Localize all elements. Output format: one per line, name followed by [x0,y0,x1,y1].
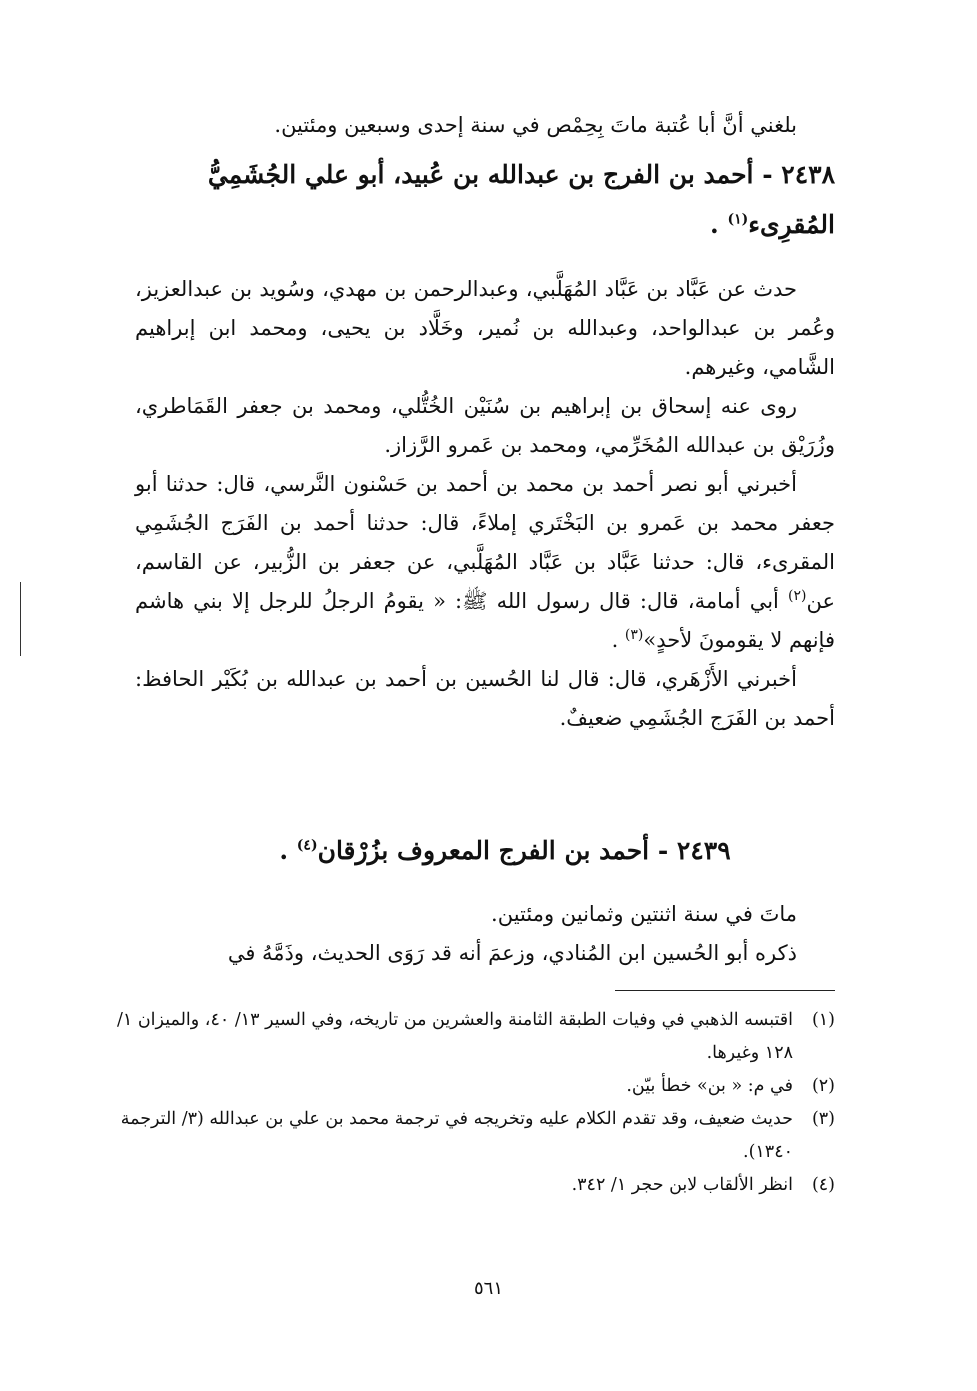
footnote-number: (١) [811,1010,835,1030]
footnote-1 [115,1004,835,1070]
footnote-ref-2: (٢) [788,588,807,604]
paragraph-teachers: حدث عن عَبَّاد بن عَبَّاد المُهَلَّبي، وعبدالرحمن بن مهدي، وسُويد بن عبدالعزيز، وعُمر بن عبدالواحد، وعبدالله بن نُمير، وخَلَّاد بن يحيى، ومحمد ابن إبراهيم الشَّامي، وغيرهم. [135,277,835,379]
entry-heading-2438 [135,150,835,250]
entry-dash: - [649,836,677,865]
paragraph-death: ماتَ في سنة اثنتين وثمانين ومئتين. [491,902,797,926]
entry-name-line2: المُقرِىء [748,210,835,239]
footnote-number: (٣) [811,1109,835,1129]
intro-line: بلغني أنَّ أبا عُتبة ماتَ بِحِمْص في سنة إحدى وسبعين ومئتين. [274,113,797,137]
entry-end: . [279,836,297,865]
entry-name-line1: أحمد بن الفرج بن عبدالله بن عُبيد، أبو علي الجُشَمِيُّ [207,160,754,189]
paragraph-hadith [135,465,835,660]
hadith-part1: أخبرني أبو نصر أحمد بن محمد بن أحمد بن حَسْنون النَّرسي، قال: حدثنا أبو جعفر محمد بن عَمرو بن البَخْتَري إملاءً، قال: حدثنا أحمد بن الفَرَج الجُشَمِي المقرىء، قال: حدثنا عَبَّاد بن عَبَّاد المُهَلَّبي، عن جعفر بن الزُّبير، عن القاسم، عن [135,472,835,613]
paragraph-grading: أخبرني الأَزْهَري، قال: قال لنا الحُسين بن أحمد بن عبدالله بن بُكَيْر الحافظ: أحمد بن الفَرَج الجُشَمِي ضعيفٌ. [135,667,835,730]
intro-line-block [135,106,835,145]
footnote-text: انظر الألقاب لابن حجر ١/ ٣٤٢. [571,1175,793,1195]
page-number: ٥٦١ [473,1278,503,1299]
footnote-2 [115,1070,835,1103]
entry-number: ٢٤٣٨ [781,160,835,189]
footnote-separator [615,990,835,991]
footnote-text: في م: « بن» خطأ بيّن. [626,1076,793,1096]
footnote-3 [115,1103,835,1169]
footnote-text: اقتبسه الذهبي في وفيات الطبقة الثامنة والعشرين من تاريخه، وفي السير ١٣/ ٤٠، والميزان ١/ ١٢٨ وغيرها. [116,1010,793,1063]
entry-number: ٢٤٣٩ [676,836,731,865]
footnote-ref-3: (٣) [624,627,644,643]
footnote-number: (٤) [811,1175,835,1195]
entry-heading-2439 [175,826,835,876]
margin-line [20,582,21,656]
entry-body-2438 [135,270,835,738]
entry-end: . [710,210,728,239]
entry-body-2439 [135,895,835,973]
footnote-ref-1: (١) [727,211,749,228]
entry-dash: - [753,160,782,189]
hadith-part2: أبي أمامة، قال: قال رسول الله ﷺ: « يقومُ الرجلُ للرجل إلا بني هاشم فإنهم لا يقومونَ لأحدٍ» [135,589,835,652]
entry-name: أحمد بن الفرج المعروف بزُرْقان [317,836,650,865]
hadith-end: . [611,628,625,652]
paragraph-mention: ذكره أبو الحُسين ابن المُنادي، وزعمَ أنه قد رَوَى الحديث، وذَمَّهُ في [227,941,797,965]
footnote-ref-4: (٤) [296,837,318,854]
footnote-4 [115,1169,835,1202]
footnote-number: (٢) [811,1076,835,1096]
footnote-text: حديث ضعيف، وقد تقدم الكلام عليه وتخريجه في ترجمة محمد بن علي بن عبدالله (٣/ الترجمة ١٣٤٠). [120,1109,793,1162]
footnotes [115,1004,835,1202]
paragraph-students: روى عنه إسحاق بن إبراهيم بن سُنَيْن الخُتُّلي، ومحمد بن جعفر القَمَاطري، وزُرَيْق بن عبدالله المُخَرِّمي، ومحمد بن عَمرو الرَّزاز. [135,394,835,457]
